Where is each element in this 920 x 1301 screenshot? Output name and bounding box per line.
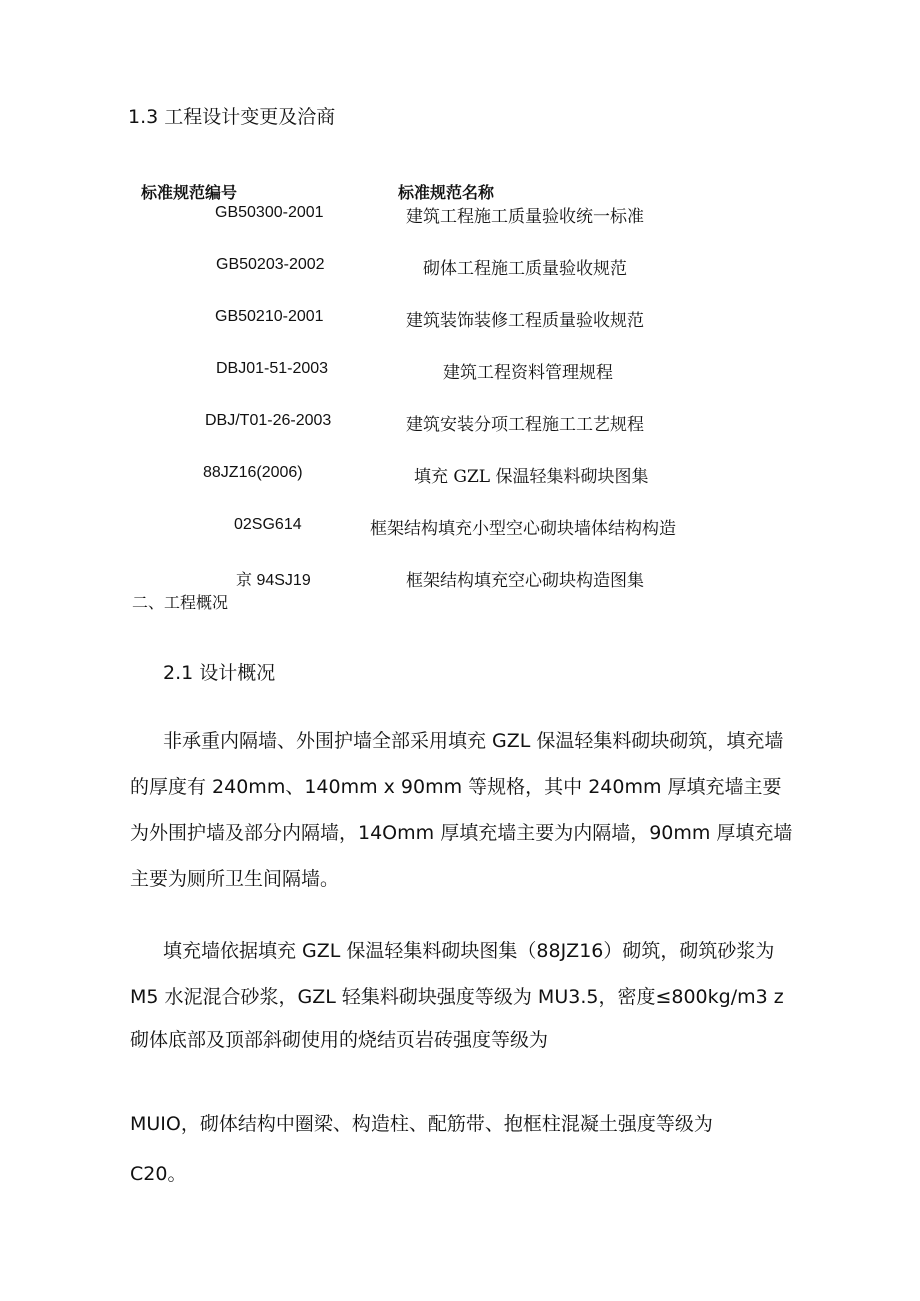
- column-header-name: 标准规范名称: [398, 183, 495, 202]
- infill-wall-paragraph: 填充墙依据填充 GZL 保温轻集料砌块图集（88JZ16）砌筑，砌筑砂浆为 M5 水泥混合砂浆，GZL 轻集料砌块强度等级为 MU3.5，密度≤800kg/m3 z: [130, 940, 784, 1008]
- standard-code: 京 94SJ19: [236, 572, 311, 589]
- standard-name: 建筑工程资料管理规程: [443, 363, 613, 383]
- standard-name: 建筑工程施工质量验收统一标准: [406, 207, 644, 227]
- concrete-grade-line-2: C20。: [130, 1163, 187, 1185]
- standard-code: GB50203-2002: [216, 256, 325, 273]
- standard-name: 框架结构填充空心砌块构造图集: [406, 571, 644, 591]
- standard-code: 02SG614: [234, 516, 302, 533]
- standard-code: DBJ01-51-2003: [216, 360, 329, 377]
- standard-code: DBJ/T01-26-2003: [205, 412, 332, 429]
- standard-name: 框架结构填充小型空心砌块墙体结构构造: [370, 519, 676, 539]
- chapter-title: 二、工程概况: [132, 593, 229, 612]
- standard-name: 填充 GZL 保温轻集料砌块图集: [414, 467, 649, 487]
- subsection-title: 2.1 设计概况: [163, 662, 276, 684]
- column-header-code: 标准规范编号: [141, 183, 238, 202]
- infill-wall-paragraph-tail: 砌体底部及顶部斜砌使用的烧结页岩砖强度等级为: [130, 1029, 549, 1051]
- section-title: 1.3 工程设计变更及洽商: [128, 106, 336, 128]
- standard-name: 建筑安装分项工程施工工艺规程: [406, 415, 644, 435]
- concrete-grade-line-1: MUIO，砌体结构中圈梁、构造柱、配筋带、抱框柱混凝土强度等级为: [130, 1113, 713, 1135]
- standard-code: 88JZ16(2006): [203, 464, 303, 481]
- standard-name: 砌体工程施工质量验收规范: [423, 259, 627, 279]
- standard-code: GB50300-2001: [215, 204, 324, 221]
- standard-name: 建筑装饰装修工程质量验收规范: [406, 311, 644, 331]
- standard-code: GB50210-2001: [215, 308, 324, 325]
- design-overview-paragraph: 非承重内隔墙、外围护墙全部采用填充 GZL 保温轻集料砌块砌筑，填充墙的厚度有 240mm、140mm x 90mm 等规格，其中 240mm 厚填充墙主要为外围护墙及部分内隔墙，14Omm 厚填充墙主要为内隔墙，90mm 厚填充墙主要为厕所卫生间隔墙。: [130, 730, 793, 890]
